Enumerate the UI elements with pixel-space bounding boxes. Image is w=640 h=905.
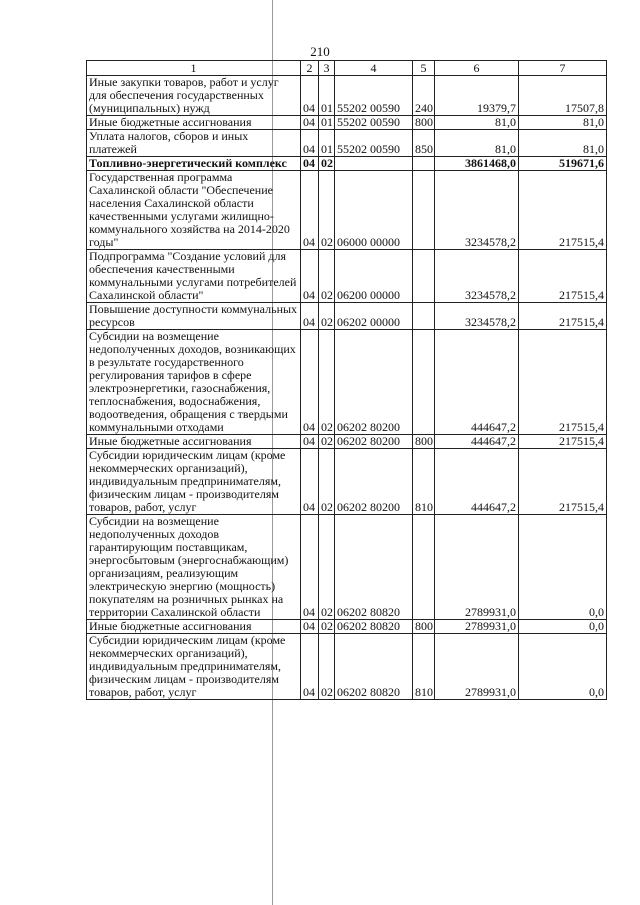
subsection-code: 02 <box>319 303 335 330</box>
amount-2019: 2789931,0 <box>435 620 519 634</box>
row-name: Иные бюджетные ассигнования <box>87 435 301 449</box>
section-code: 04 <box>301 449 319 515</box>
amount-2020: 217515,4 <box>519 250 607 303</box>
row-name: Иные закупки товаров, работ и услуг для обеспечения государственных (муниципальных) нужд <box>87 76 301 116</box>
table-row <box>87 435 607 449</box>
subsection-code: 02 <box>319 634 335 700</box>
expense-type-code: 800 <box>413 116 435 130</box>
subsection-code: 02 <box>319 515 335 620</box>
amount-2019: 81,0 <box>435 130 519 157</box>
amount-2019: 3234578,2 <box>435 171 519 250</box>
expense-type-code: 810 <box>413 449 435 515</box>
target-article-code: 06202 00000 <box>335 303 413 330</box>
amount-2020: 0,0 <box>519 634 607 700</box>
amount-2020: 81,0 <box>519 116 607 130</box>
table-row <box>87 634 607 700</box>
section-code: 04 <box>301 515 319 620</box>
expense-type-code: 240 <box>413 76 435 116</box>
amount-2019: 444647,2 <box>435 449 519 515</box>
subsection-code: 02 <box>319 435 335 449</box>
amount-2020: 519671,6 <box>519 157 607 171</box>
amount-2020: 217515,4 <box>519 435 607 449</box>
subsection-code: 02 <box>319 171 335 250</box>
target-article-code: 06202 80820 <box>335 515 413 620</box>
subsection-code: 01 <box>319 116 335 130</box>
section-code: 04 <box>301 330 319 435</box>
section-code: 04 <box>301 634 319 700</box>
column-header: 6 <box>435 61 519 76</box>
table-row <box>87 515 607 620</box>
amount-2020: 217515,4 <box>519 171 607 250</box>
row-name: Иные бюджетные ассигнования <box>87 620 301 634</box>
target-article-code: 06202 80200 <box>335 330 413 435</box>
column-header: 4 <box>335 61 413 76</box>
amount-2020: 217515,4 <box>519 303 607 330</box>
expense-type-code <box>413 330 435 435</box>
column-header: 5 <box>413 61 435 76</box>
column-header: 1 <box>87 61 301 76</box>
expense-type-code: 800 <box>413 435 435 449</box>
row-name: Иные бюджетные ассигнования <box>87 116 301 130</box>
section-code: 04 <box>301 620 319 634</box>
section-code: 04 <box>301 116 319 130</box>
table-row <box>87 330 607 435</box>
column-header: 2 <box>301 61 319 76</box>
amount-2020: 0,0 <box>519 620 607 634</box>
target-article-code: 55202 00590 <box>335 116 413 130</box>
subsection-code: 02 <box>319 620 335 634</box>
table-row <box>87 157 607 171</box>
amount-2020: 217515,4 <box>519 449 607 515</box>
table-row <box>87 130 607 157</box>
amount-2020: 217515,4 <box>519 330 607 435</box>
section-code: 04 <box>301 171 319 250</box>
amount-2019: 81,0 <box>435 116 519 130</box>
table-row <box>87 449 607 515</box>
row-name: Государственная программа Сахалинской области "Обеспечение населения Сахалинской области качественными услугами жилищно-коммунального хозяйства на 2014-2020 годы" <box>87 171 301 250</box>
target-article-code: 06202 80200 <box>335 449 413 515</box>
target-article-code: 06200 00000 <box>335 250 413 303</box>
table-row <box>87 171 607 250</box>
expense-type-code: 800 <box>413 620 435 634</box>
subsection-code: 02 <box>319 330 335 435</box>
row-name: Уплата налогов, сборов и иных платежей <box>87 130 301 157</box>
expense-type-code <box>413 515 435 620</box>
section-code: 04 <box>301 250 319 303</box>
header-row <box>87 61 607 76</box>
table-row <box>87 620 607 634</box>
expense-type-code <box>413 157 435 171</box>
expense-type-code: 810 <box>413 634 435 700</box>
row-name: Субсидии на возмещение недополученных доходов, возникающих в результате государственного регулирования тарифов в сфере электроэнергетики, газоснабжения, теплоснабжения, водоснабжения, водоотведения, обращения с твердыми коммунальными отходами <box>87 330 301 435</box>
section-code: 04 <box>301 157 319 171</box>
amount-2019: 444647,2 <box>435 330 519 435</box>
target-article-code <box>335 157 413 171</box>
subsection-code: 02 <box>319 250 335 303</box>
table-row <box>87 76 607 116</box>
target-article-code: 06202 80820 <box>335 620 413 634</box>
amount-2020: 0,0 <box>519 515 607 620</box>
table-row <box>87 116 607 130</box>
section-code: 04 <box>301 303 319 330</box>
amount-2019: 2789931,0 <box>435 634 519 700</box>
table-row <box>87 303 607 330</box>
target-article-code: 06202 80820 <box>335 634 413 700</box>
row-name: Субсидии юридическим лицам (кроме некоммерческих организаций), индивидуальным предпринимателям, физическим лицам - производителям товаров, работ, услуг <box>87 449 301 515</box>
target-article-code: 06202 80200 <box>335 435 413 449</box>
subsection-code: 01 <box>319 130 335 157</box>
amount-2019: 3234578,2 <box>435 250 519 303</box>
amount-2019: 19379,7 <box>435 76 519 116</box>
section-code: 04 <box>301 76 319 116</box>
expense-type-code: 850 <box>413 130 435 157</box>
section-code: 04 <box>301 130 319 157</box>
target-article-code: 55202 00590 <box>335 130 413 157</box>
amount-2020: 81,0 <box>519 130 607 157</box>
subsection-code: 01 <box>319 76 335 116</box>
amount-2019: 2789931,0 <box>435 515 519 620</box>
row-name: Подпрограмма "Создание условий для обеспечения качественными коммунальными услугами потребителей Сахалинской области" <box>87 250 301 303</box>
expense-type-code <box>413 171 435 250</box>
row-name: Субсидии юридическим лицам (кроме некоммерческих организаций), индивидуальным предпринимателям, физическим лицам - производителям товаров, работ, услуг <box>87 634 301 700</box>
page-number: 210 <box>310 44 330 59</box>
section-code: 04 <box>301 435 319 449</box>
expense-type-code <box>413 250 435 303</box>
amount-2020: 17507,8 <box>519 76 607 116</box>
column-header: 7 <box>519 61 607 76</box>
amount-2019: 444647,2 <box>435 435 519 449</box>
row-name: Субсидии на возмещение недополученных доходов гарантирующим поставщикам, энергосбытовым (энергоснабжающим) организациям, реализующим электрическую энергию (мощность) покупателям на розничных рынках на территории Сахалинской области <box>87 515 301 620</box>
target-article-code: 06000 00000 <box>335 171 413 250</box>
column-header: 3 <box>319 61 335 76</box>
amount-2019: 3861468,0 <box>435 157 519 171</box>
row-name: Топливно-энергетический комплекс <box>87 157 301 171</box>
subsection-code: 02 <box>319 157 335 171</box>
table-row <box>87 250 607 303</box>
budget-table <box>86 60 607 700</box>
expense-type-code <box>413 303 435 330</box>
row-name: Повышение доступности коммунальных ресурсов <box>87 303 301 330</box>
amount-2019: 3234578,2 <box>435 303 519 330</box>
target-article-code: 55202 00590 <box>335 76 413 116</box>
subsection-code: 02 <box>319 449 335 515</box>
